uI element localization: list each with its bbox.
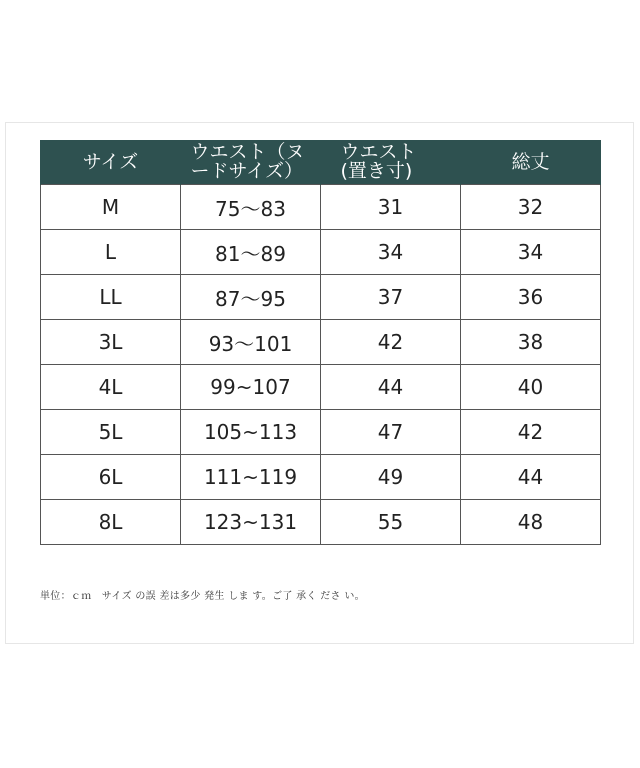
table-row <box>41 275 601 320</box>
cell-waist-nude: 105~113 <box>181 410 321 455</box>
cell-waist-nude: 99~107 <box>181 365 321 410</box>
header-total-length: 総丈 <box>461 140 601 185</box>
cell-size: 6L <box>41 455 181 500</box>
cell-size: 3L <box>41 320 181 365</box>
table-row <box>41 455 601 500</box>
cell-waist-nude: 81〜89 <box>181 230 321 275</box>
cell-waist-flat: 31 <box>321 185 461 230</box>
cell-size: 4L <box>41 365 181 410</box>
cell-waist-nude: 123~131 <box>181 500 321 545</box>
table-row <box>41 500 601 545</box>
cell-total-length: 48 <box>461 500 601 545</box>
table-row <box>41 320 601 365</box>
table-row <box>41 230 601 275</box>
cell-size: L <box>41 230 181 275</box>
cell-waist-nude: 111~119 <box>181 455 321 500</box>
cell-waist-nude: 87〜95 <box>181 275 321 320</box>
cell-waist-flat: 37 <box>321 275 461 320</box>
cell-size: M <box>41 185 181 230</box>
table-header-row <box>41 140 601 185</box>
cell-total-length: 36 <box>461 275 601 320</box>
cell-waist-flat: 55 <box>321 500 461 545</box>
cell-waist-flat: 34 <box>321 230 461 275</box>
cell-waist-flat: 42 <box>321 320 461 365</box>
cell-size: 5L <box>41 410 181 455</box>
cell-total-length: 38 <box>461 320 601 365</box>
cell-waist-nude: 93〜101 <box>181 320 321 365</box>
table-row <box>41 410 601 455</box>
cell-waist-flat: 49 <box>321 455 461 500</box>
size-chart-table <box>40 140 601 545</box>
table-row <box>41 185 601 230</box>
cell-size: 8L <box>41 500 181 545</box>
cell-waist-flat: 44 <box>321 365 461 410</box>
cell-waist-nude: 75〜83 <box>181 185 321 230</box>
unit-note: 単位：ｃｍ サイズ の誤 差は多少 発生 しま す。ご了 承く ださ い。 <box>40 591 365 602</box>
cell-waist-flat: 47 <box>321 410 461 455</box>
cell-total-length: 44 <box>461 455 601 500</box>
cell-size: LL <box>41 275 181 320</box>
cell-total-length: 42 <box>461 410 601 455</box>
cell-total-length: 32 <box>461 185 601 230</box>
header-waist-nude: ウエスト（ヌードサイズ） <box>181 140 321 185</box>
cell-total-length: 40 <box>461 365 601 410</box>
header-size: サイズ <box>41 140 181 185</box>
cell-total-length: 34 <box>461 230 601 275</box>
table-row <box>41 365 601 410</box>
header-waist-flat: ウエスト(置き寸) <box>321 140 461 185</box>
